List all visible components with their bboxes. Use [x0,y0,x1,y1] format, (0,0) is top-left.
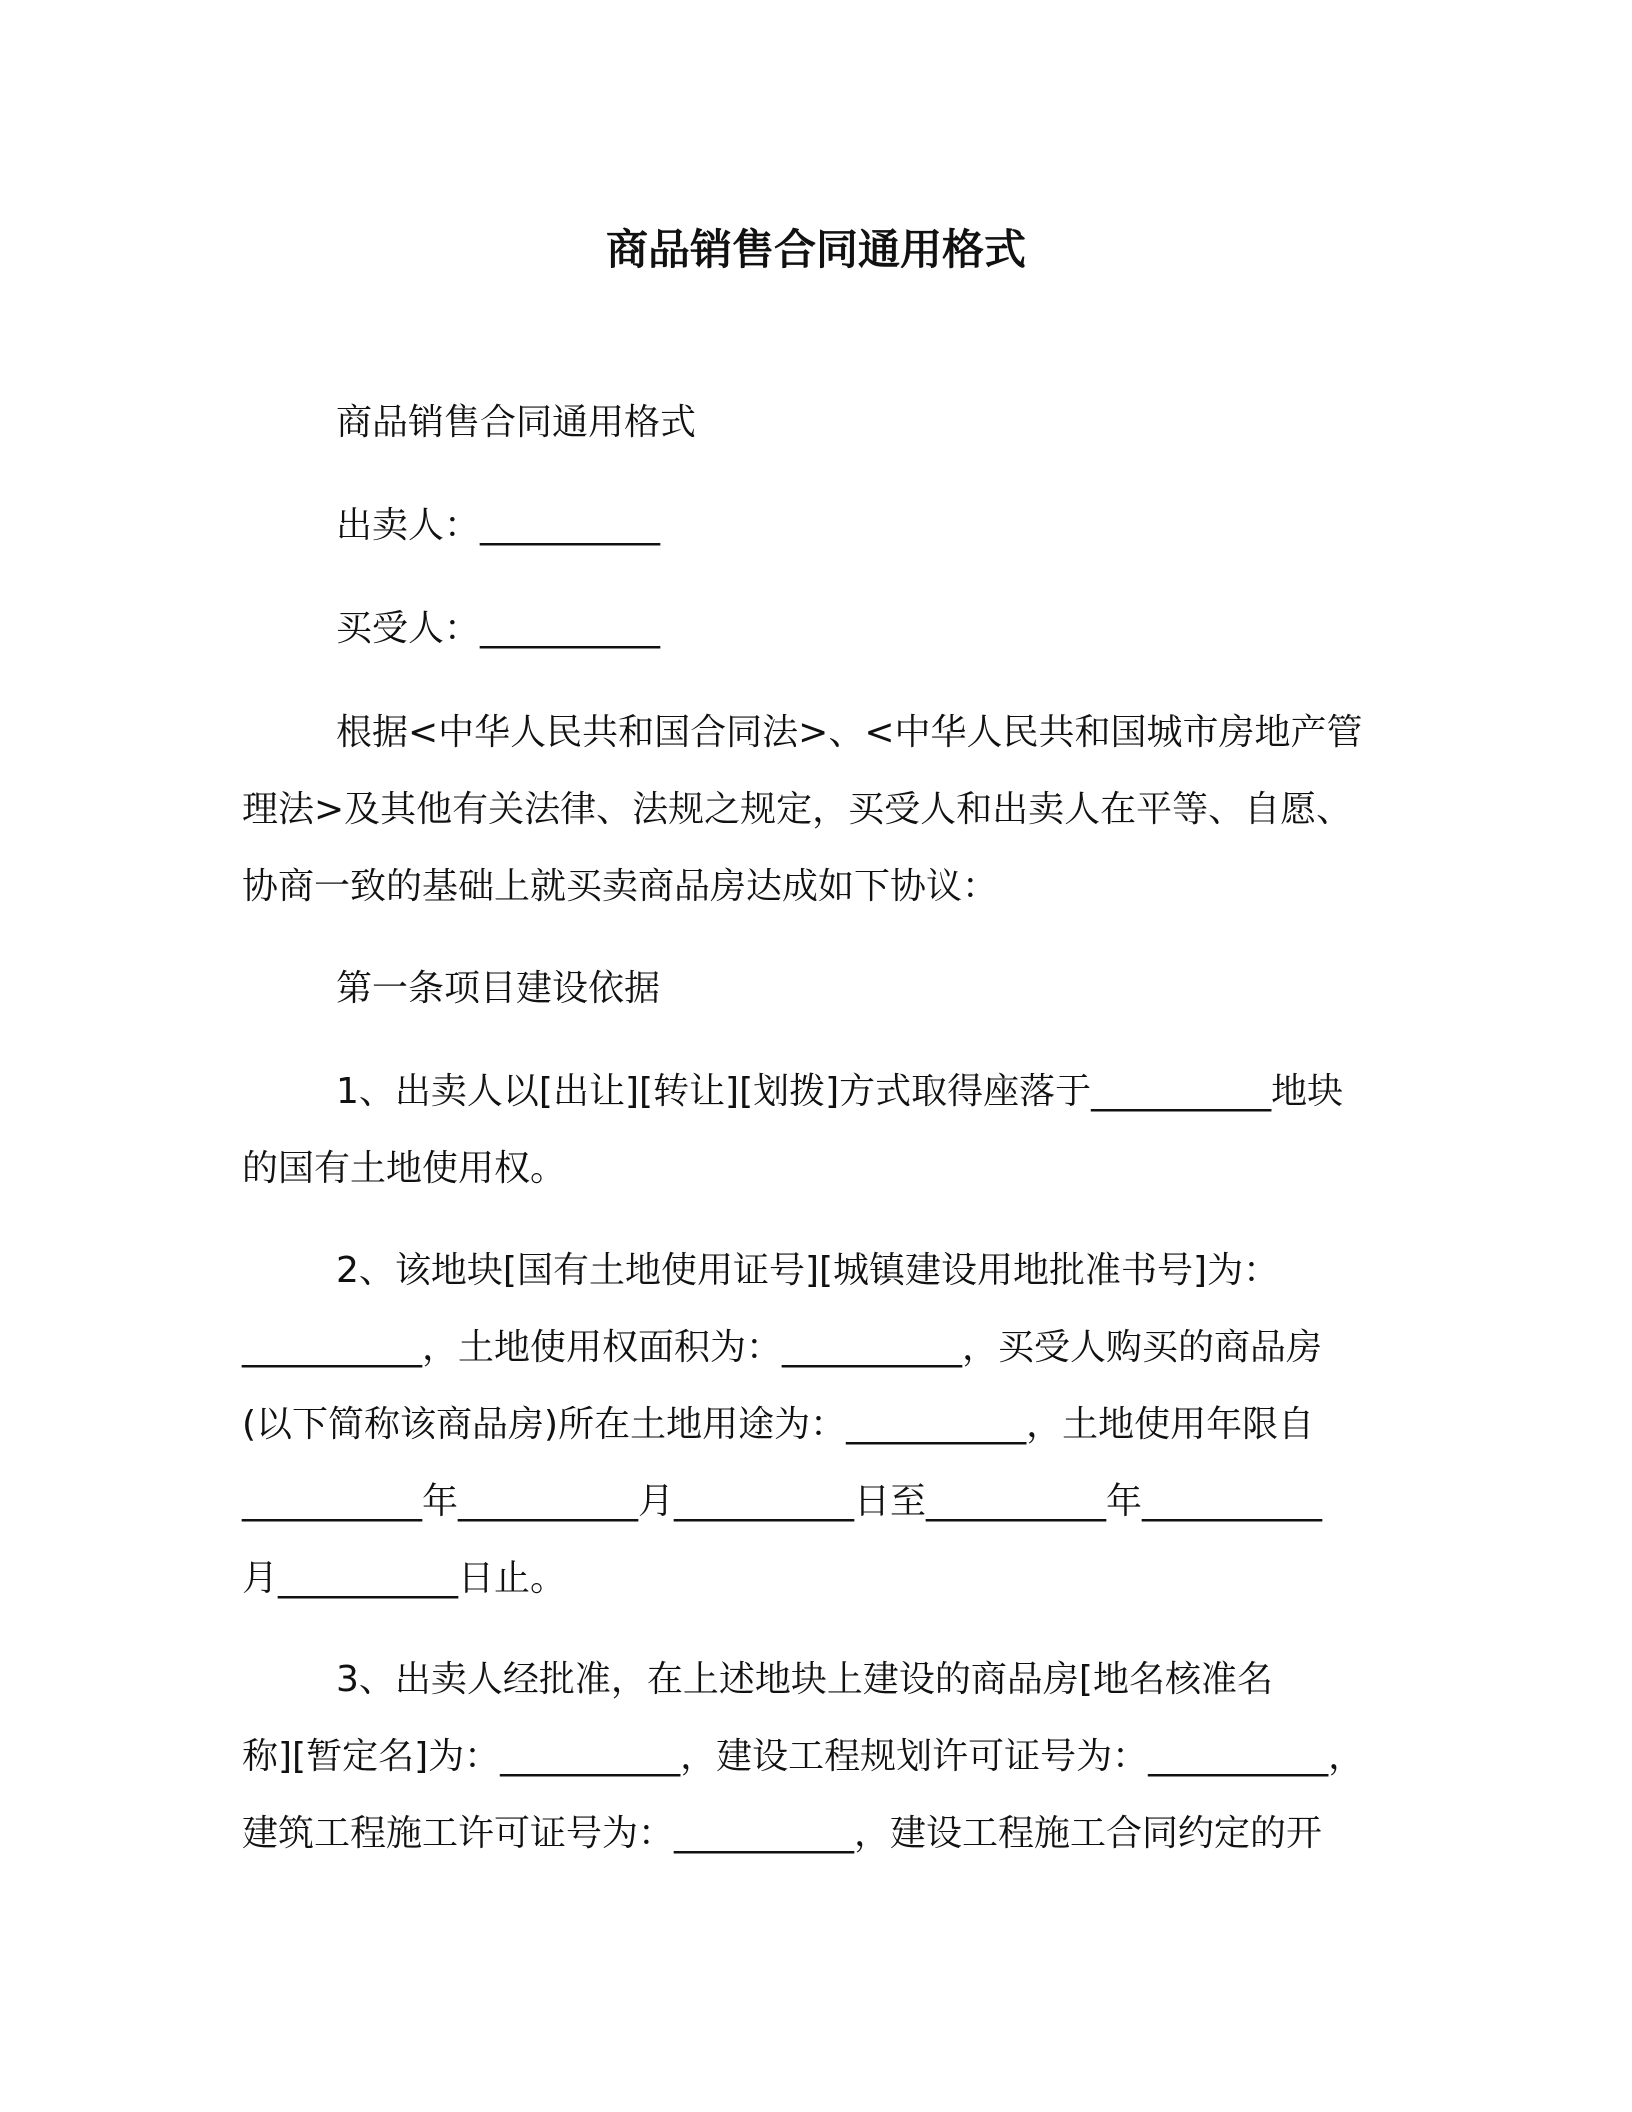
buyer-line: 买受人：__________ [336,608,661,649]
preamble-line-3: 协商一致的基础上就买卖商品房达成如下协议： [242,866,999,907]
item-3-line-3: 建筑工程施工许可证号为：__________，建设工程施工合同约定的开 [242,1813,1323,1854]
item-2-line-2: __________，土地使用权面积为：__________，买受人购买的商品房 [242,1327,1323,1368]
document-title: 商品销售合同通用格式 [605,225,1026,274]
preamble-paragraph [242,694,1402,925]
subtitle-paragraph [242,384,1402,461]
item-3-line-1: 3、出卖人经批准，在上述地块上建设的商品房[地名核准名 [336,1659,1273,1700]
preamble-line-2: 理法>及其他有关法律、法规之规定，买受人和出卖人在平等、自愿、 [242,789,1353,830]
item-1-paragraph [242,1053,1402,1207]
buyer-field [242,590,1402,667]
preamble-line-1: 根据<中华人民共和国合同法>、<中华人民共和国城市房地产管 [336,712,1363,753]
item-2-line-4: __________年__________月__________日至__________年__________ [242,1481,1322,1522]
item-1-line-1: 1、出卖人以[出让][转让][划拨]方式取得座落于__________地块 [336,1071,1344,1112]
article-1-heading [242,950,1402,1027]
seller-line: 出卖人：__________ [336,505,661,546]
seller-field [242,487,1402,564]
article-1-line: 第一条项目建设依据 [336,968,661,1009]
item-2-line-3: (以下简称该商品房)所在土地用途为：__________，土地使用年限自 [242,1404,1315,1445]
item-2-line-1: 2、该地块[国有土地使用证号][城镇建设用地批准书号]为： [336,1250,1280,1291]
item-2-paragraph [242,1232,1402,1617]
item-1-line-2: 的国有土地使用权。 [242,1148,567,1189]
item-3-paragraph [242,1641,1402,1872]
subtitle-line: 商品销售合同通用格式 [336,402,697,443]
item-2-line-5: 月__________日止。 [242,1558,567,1599]
item-3-line-2: 称][暂定名]为：__________，建设工程规划许可证号为：__________， [242,1736,1365,1777]
